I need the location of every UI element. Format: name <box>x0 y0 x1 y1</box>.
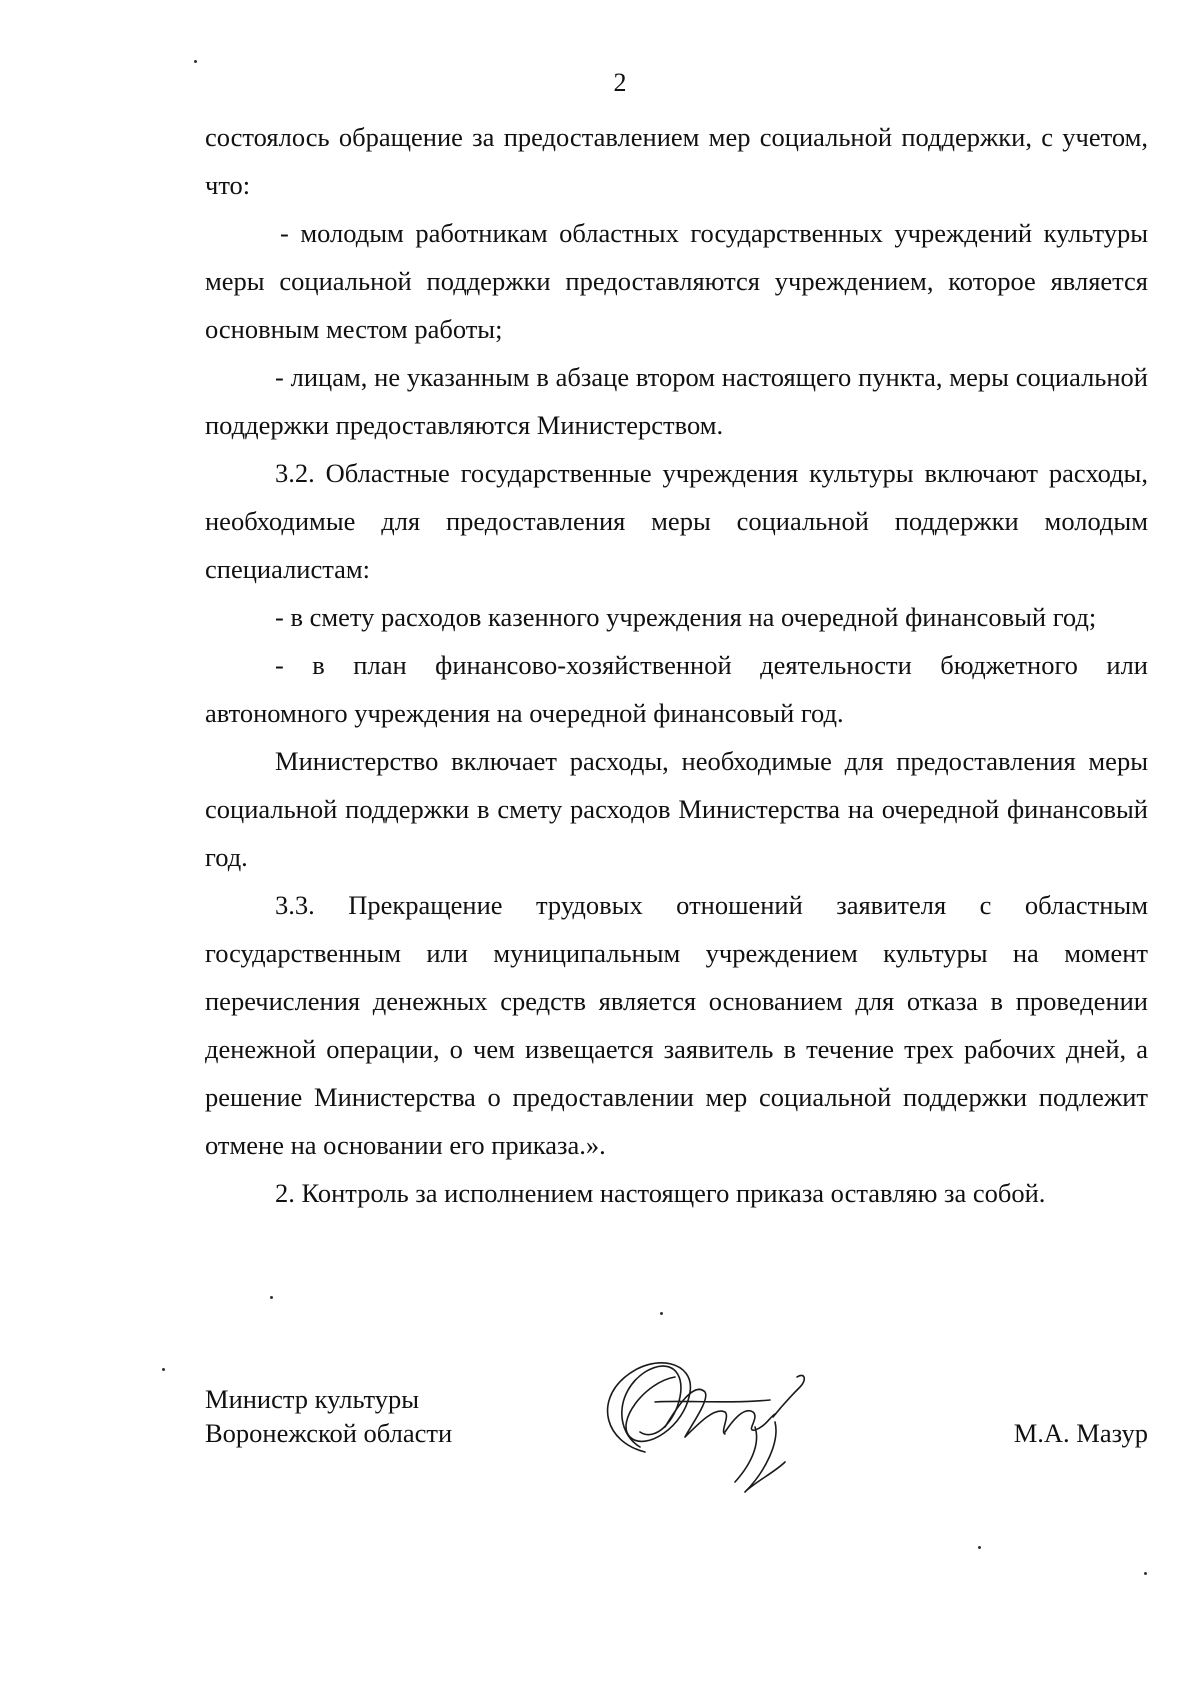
scan-speck <box>162 1368 165 1371</box>
scan-speck <box>194 60 197 63</box>
paragraph-clause-3-3: 3.3. Прекращение трудовых отношений заявителя с областным государственным или муниципальным учреждением культуры на момент перечисления денежных средств является основанием для отказа в проведении денежной операции, о чем извещается заявитель в течение трех рабочих дней, а решение Министерства о предоставлении мер социальной поддержки подлежит отмене на основании его приказа.». <box>205 890 1148 1160</box>
handwritten-signature <box>585 1332 845 1512</box>
signature-block <box>205 1382 1148 1502</box>
page-number: 2 <box>613 68 627 97</box>
paragraph-ministry-expenses: Министерство включает расходы, необходимые для предоставления меры социальной поддержки в смету расходов Министерства на очередной финансовый год. <box>205 746 1148 872</box>
scan-speck <box>1144 1572 1147 1575</box>
signatory-position <box>205 1382 545 1450</box>
paragraph-control-clause: 2. Контроль за исполнением настоящего приказа оставляю за собой. <box>275 1178 1046 1208</box>
paragraph-list-item: - молодым работникам областных государственных учреждений культуры меры социальной поддержки предоставляются учреждением, которое является основным местом работы; <box>205 218 1148 344</box>
paragraph-clause-3-2: 3.2. Областные государственные учреждения культуры включают расходы, необходимые для предоставления меры социальной поддержки молодым специалистам: <box>205 458 1148 584</box>
paragraph-list-item: - в смету расходов казенного учреждения на очередной финансовый год; <box>275 602 1097 632</box>
paragraph-continuation: состоялось обращение за предоставлением мер социальной поддержки, с учетом, что: <box>205 122 1148 200</box>
scan-speck <box>270 1296 273 1299</box>
signatory-position-line: Министр культуры <box>205 1384 420 1414</box>
paragraph-list-item: - в план финансово-хозяйственной деятельности бюджетного или автономного учреждения на очередной финансовый год. <box>205 650 1148 728</box>
signatory-name: М.А. Мазур <box>1013 1418 1148 1448</box>
scan-speck <box>660 1312 663 1315</box>
document-body <box>205 113 1148 1217</box>
paragraph-list-item: - лицам, не указанным в абзаце втором настоящего пункта, меры социальной поддержки предоставляются Министерством. <box>205 362 1148 440</box>
scan-speck <box>978 1546 981 1549</box>
signatory-position-line: Воронежской области <box>205 1418 453 1448</box>
